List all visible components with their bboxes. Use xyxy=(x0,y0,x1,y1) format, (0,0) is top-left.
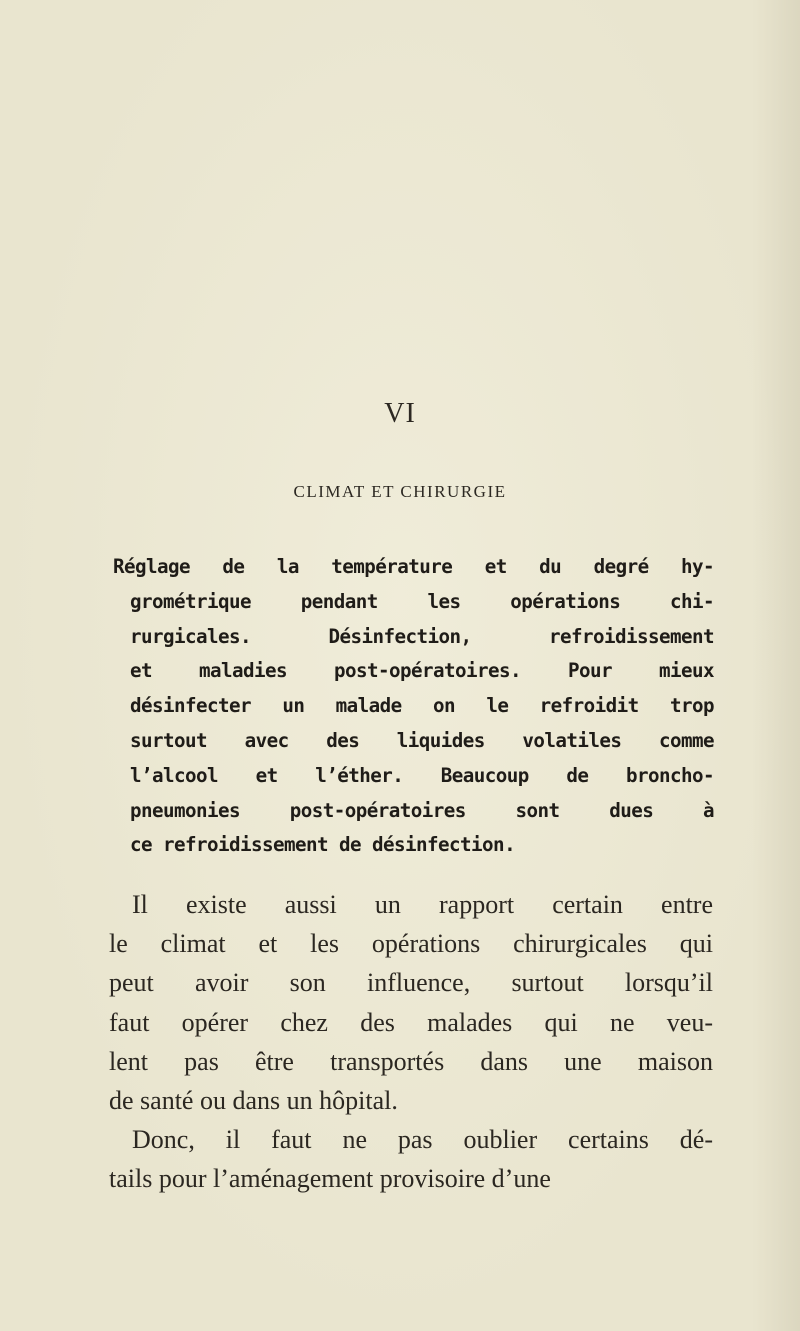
chapter-title: CLIMAT ET CHIRURGIE xyxy=(293,482,507,501)
body-line: le climat et les opérations chirurgicales qui xyxy=(109,929,713,959)
summary-line: pneumonies post-opératoires sont dues à xyxy=(130,798,714,822)
summary-line: Réglage de la température et du degré hy- xyxy=(113,555,714,578)
paragraph-1 xyxy=(109,885,713,1120)
body-line: Donc, il faut ne pas oublier certains dé- xyxy=(132,1125,713,1155)
body-line: faut opérer chez des malades qui ne veu- xyxy=(109,1007,713,1037)
body-line: peut avoir son influence, surtout lorsqu’il xyxy=(109,968,713,998)
body-line: tails pour l’aménagement provisoire d’une xyxy=(109,1164,551,1194)
body-line: Il existe aussi un rapport certain entre xyxy=(132,890,713,919)
summary-line: grométrique pendant les opérations chi- xyxy=(130,589,714,613)
summary-line: ce refroidissement de désinfection. xyxy=(130,833,516,857)
summary-line: l’alcool et l’éther. Beaucoup de broncho- xyxy=(130,763,714,787)
summary-line: et maladies post-opératoires. Pour mieux xyxy=(130,659,714,683)
chapter-summary xyxy=(113,550,714,863)
body-line: de santé ou dans un hôpital. xyxy=(109,1086,398,1116)
summary-line: rurgicales. Désinfection, refroidissement xyxy=(130,624,714,648)
summary-line: surtout avec des liquides volatiles comme xyxy=(130,728,714,752)
chapter-number: VI xyxy=(384,398,416,429)
body-text xyxy=(109,885,713,1199)
paragraph-2 xyxy=(109,1120,713,1198)
summary-line: désinfecter un malade on le refroidit trop xyxy=(130,694,714,718)
body-line: lent pas être transportés dans une maison xyxy=(109,1046,713,1076)
